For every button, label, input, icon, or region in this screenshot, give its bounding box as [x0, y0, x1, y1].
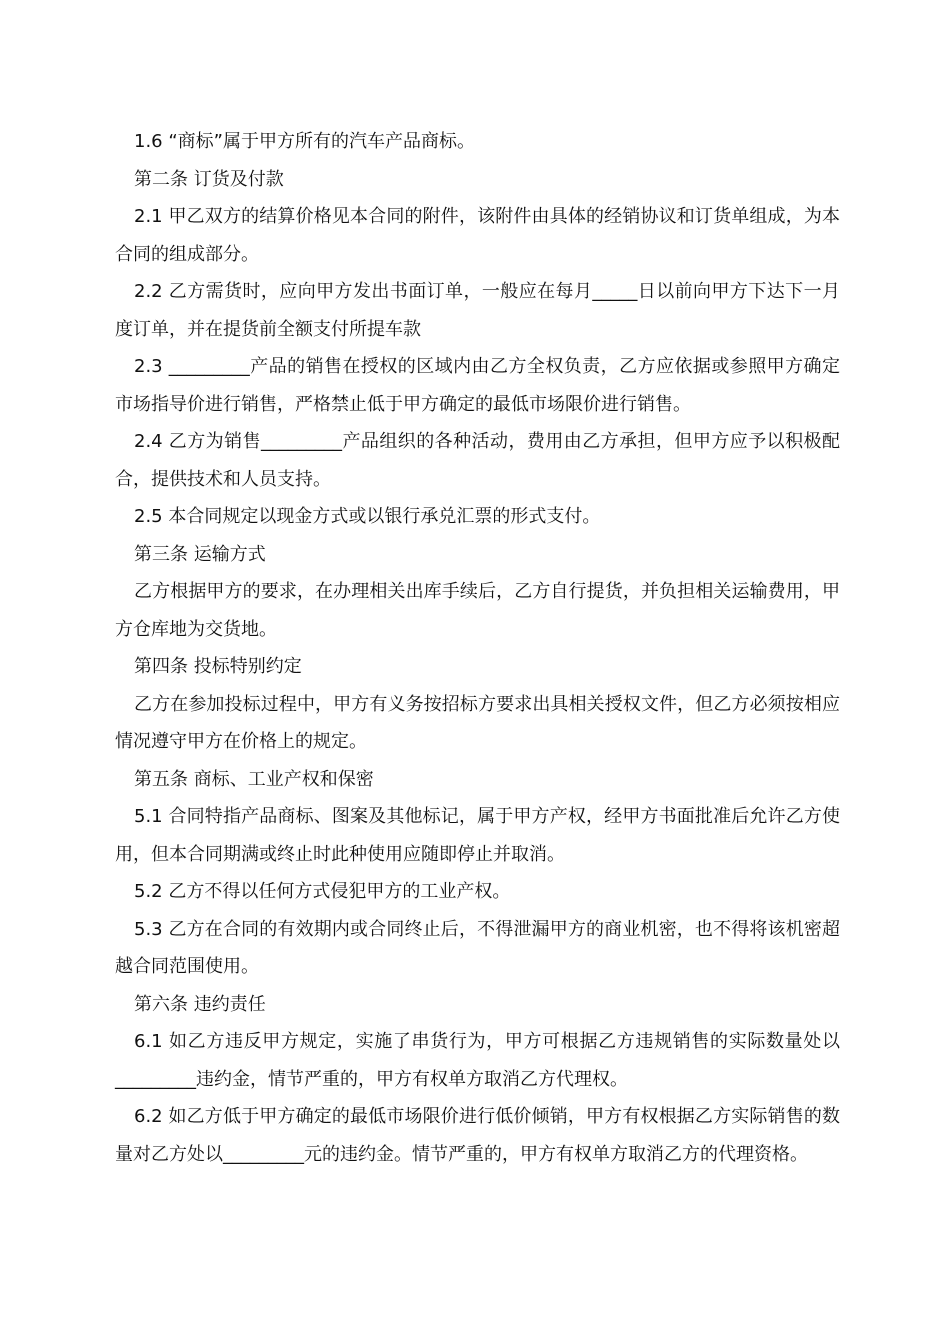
article-4-body: 乙方在参加投标过程中，甲方有义务按招标方要求出具相关授权文件，但乙方必须按相应情况遵守甲方在价格上的规定。 — [115, 693, 840, 752]
article-3-body: 乙方根据甲方的要求，在办理相关出库手续后，乙方自行提货，并负担相关运输费用，甲方仓库地为交货地。 — [115, 581, 840, 640]
clause-2-2: 2.2 乙方需货时，应向甲方发出书面订单，一般应在每月_____日以前向甲方下达下一月度订单，并在提货前全额支付所提车款 — [115, 281, 840, 340]
article-4-heading: 第四条 投标特别约定 — [134, 656, 302, 677]
clause-5-3: 5.3 乙方在合同的有效期内或合同终止后，不得泄漏甲方的商业机密，也不得将该机密超越合同范围使用。 — [115, 918, 840, 977]
clause-6-2: 6.2 如乙方低于甲方确定的最低市场限价进行低价倾销，甲方有权根据乙方实际销售的数量对乙方处以_________元的违约金。情节严重的，甲方有权单方取消乙方的代理资格。 — [115, 1106, 840, 1165]
article-3-heading: 第三条 运输方式 — [134, 543, 266, 565]
clause-5-1: 5.1 合同特指产品商标、图案及其他标记，属于甲方产权，经甲方书面批准后允许乙方使用，但本合同期满或终止时此种使用应随即停止并取消。 — [115, 806, 840, 865]
article-5-heading: 第五条 商标、工业产权和保密 — [134, 768, 374, 790]
clause-6-1: 6.1 如乙方违反甲方规定，实施了串货行为，甲方可根据乙方违规销售的实际数量处以_________违约金，情节严重的，甲方有权单方取消乙方代理权。 — [115, 1031, 840, 1090]
clause-2-3: 2.3 _________产品的销售在授权的区域内由乙方全权负责，乙方应依据或参照甲方确定市场指导价进行销售，严格禁止低于甲方确定的最低市场限价进行销售。 — [115, 356, 840, 415]
clause-2-1: 2.1 甲乙双方的结算价格见本合同的附件，该附件由具体的经销协议和订货单组成，为本合同的组成部分。 — [115, 206, 840, 265]
document-body — [115, 123, 840, 1173]
clause-2-4: 2.4 乙方为销售_________产品组织的各种活动，费用由乙方承担，但甲方应予以积极配合，提供技术和人员支持。 — [115, 431, 840, 490]
article-6-heading: 第六条 违约责任 — [134, 993, 266, 1015]
clause-1-6: 1.6 “商标”属于甲方所有的汽车产品商标。 — [134, 131, 475, 152]
clause-2-5: 2.5 本合同规定以现金方式或以银行承兑汇票的形式支付。 — [134, 506, 601, 527]
article-2-heading: 第二条 订货及付款 — [134, 168, 284, 190]
clause-5-2: 5.2 乙方不得以任何方式侵犯甲方的工业产权。 — [134, 881, 511, 902]
